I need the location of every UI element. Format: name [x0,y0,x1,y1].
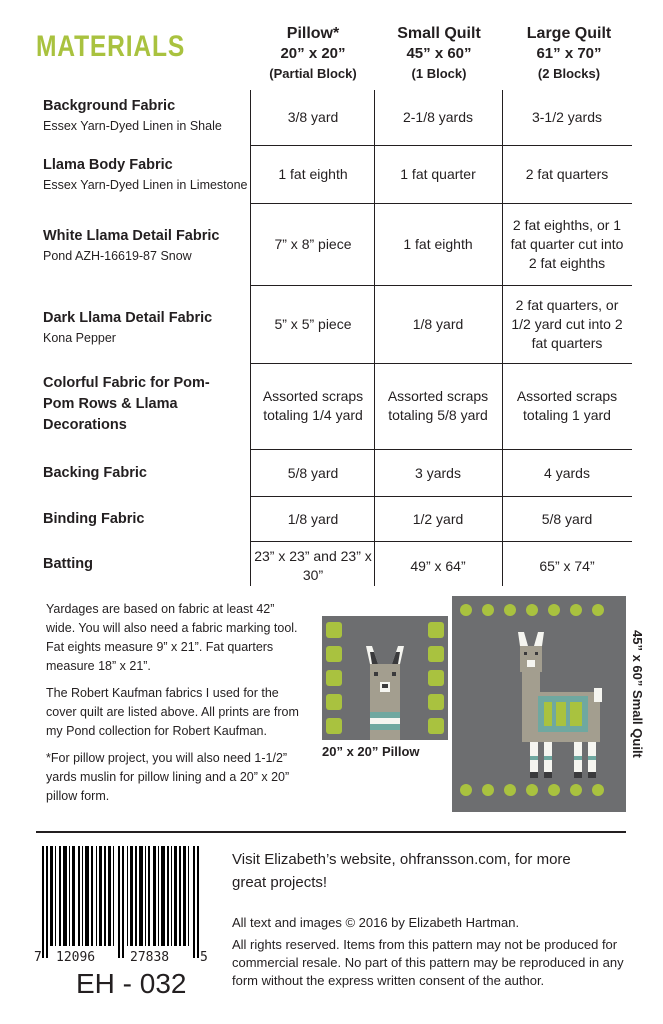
page-title: MATERIALS [36,30,186,63]
pillow-image [322,616,448,740]
table-divider [250,145,632,146]
pillow-caption: 20” x 20” Pillow [322,744,420,759]
notes-block [46,600,304,806]
column-note: (1 Block) [411,66,467,81]
column-name: Pillow* [286,25,340,42]
table-cell: 5/8 yard [287,464,339,481]
row-description: Essex Yarn-Dyed Linen in Limestone [43,178,248,192]
row-label: Dark Llama Detail Fabric [43,310,213,326]
barcode-image [38,846,208,958]
column-name: Small Quilt [397,25,481,42]
note-paragraph: The Robert Kaufman fabrics I used for the cover quilt are listed above. All prints are from my Pond collection for Robert Kaufman. [46,686,299,738]
quilt-image [452,596,626,812]
website-text: Visit Elizabeth’s website, ohfransson.com, for more great projects! [232,851,571,891]
column-size: 45” x 60” [406,45,472,62]
product-code: EH - 032 [76,968,187,999]
table-cell: Assorted scraps totaling 5/8 yard [387,388,489,423]
table-row [43,96,248,135]
table-divider [250,285,632,286]
table-cell: 49” x 64” [410,557,466,574]
row-description: Essex Yarn-Dyed Linen in Shale [43,119,222,133]
table-divider [250,203,632,204]
table-cell: 2 fat quarters, or 1/2 yard cut into 2 fat quarters [511,296,623,351]
table-cell: 23” x 23” and 23” x 30” [254,548,372,583]
footer-divider [36,831,626,833]
table-cell: 2-1/8 yards [402,108,474,125]
table-cell: 3 yards [415,464,461,481]
table-cell: 65” x 74” [539,557,595,574]
barcode-digit: 12096 [56,950,96,965]
table-row [43,308,248,347]
table-cell: 7” x 8” piece [274,235,352,252]
table-divider [250,541,632,542]
row-description: Pond AZH-16619-87 Snow [43,249,192,263]
row-label: Backing Fabric [43,465,147,481]
table-cell: 2 fat quarters [525,165,609,182]
barcode-digit: 7 [34,950,42,965]
table-row [43,554,248,575]
table-row [43,373,213,436]
table-cell: 3-1/2 yards [531,108,603,125]
column-header-small-quilt [374,24,504,84]
row-label: White Llama Detail Fabric [43,228,220,244]
rights-text: All rights reserved. Items from this pattern may not be produced for commercial resale. No part of this pattern may be reproduced in any form without the express written consent of the author. [232,937,624,988]
row-label: Binding Fabric [43,511,145,527]
quilt-caption: 45” x 60” Small Quilt [630,630,645,758]
column-note: (2 Blocks) [537,66,601,81]
table-cell: Assorted scraps totaling 1/4 yard [262,388,364,423]
barcode-digit: 5 [200,950,208,965]
table-cell: 1/8 yard [412,315,464,332]
column-note: (Partial Block) [269,66,357,81]
row-label: Colorful Fabric for Pom-Pom Rows & Llama Decorations [43,375,210,433]
table-cell: 5/8 yard [541,510,593,527]
table-row [43,226,248,265]
table-cell: 1 fat quarter [400,165,476,182]
note-paragraph: *For pillow project, you will also need 1-1/2” yards muslin for pillow lining and a 20” x 20” pillow form. [46,751,290,803]
copyright-block [232,914,632,994]
table-cell: 3/8 yard [287,108,339,125]
table-row [43,155,248,194]
table-cell: Assorted scraps totaling 1 yard [516,388,618,423]
table-divider [502,90,503,586]
table-cell: 1 fat eighth [278,165,348,182]
column-size: 20” x 20” [280,45,346,62]
table-cell: 1/2 yard [412,510,464,527]
barcode-digit: 27838 [130,950,170,965]
table-cell: 1 fat eighth [403,235,473,252]
copyright-line: All text and images © 2016 by Elizabeth Hartman. [232,915,520,930]
column-header-large-quilt [504,24,634,84]
table-cell: 4 yards [544,464,590,481]
column-name: Large Quilt [526,25,612,42]
column-header-pillow [248,24,378,84]
column-size: 61” x 70” [536,45,602,62]
table-divider [250,496,632,497]
row-label: Batting [43,556,93,572]
table-divider [250,449,632,450]
row-description: Kona Pepper [43,331,116,345]
table-cell: 2 fat eighths, or 1 fat quarter cut into 2 fat eighths [510,216,624,271]
table-row [43,463,248,484]
table-cell: 5” x 5” piece [274,315,352,332]
row-label: Llama Body Fabric [43,157,173,173]
note-paragraph: Yardages are based on fabric at least 42” wide. You will also need a fabric marking tool. Fat eights measure 9” x 21”. Fat quarters measure 18” x 21”. [46,602,298,673]
table-cell: 1/8 yard [287,510,339,527]
table-row [43,509,248,530]
table-divider [250,363,632,364]
row-label: Background Fabric [43,98,176,114]
